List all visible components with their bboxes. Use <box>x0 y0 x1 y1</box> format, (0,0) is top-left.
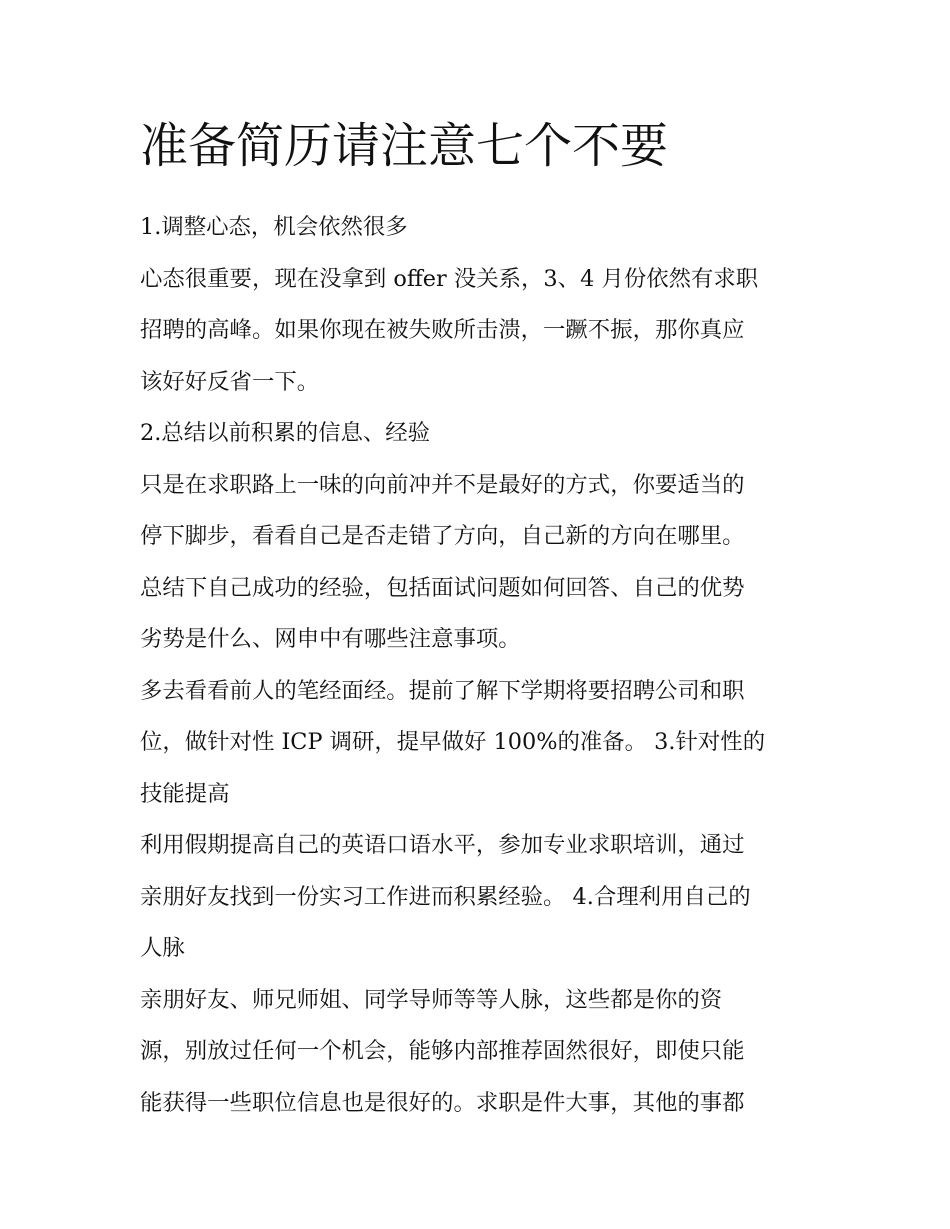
paragraph-line: 该好好反省一下。 <box>140 368 320 395</box>
paragraph-line: 源，别放过任何一个机会，能够内部推荐固然很好，即使只能 <box>140 1038 745 1064</box>
document-title: 准备简历请注意七个不要 <box>140 118 669 174</box>
paragraph-line: 只是在求职路上一味的向前冲并不是最好的方式，你要适当的 <box>140 471 745 498</box>
section-heading-4: 人脉 <box>140 935 185 961</box>
paragraph-line: 心态很重要，现在没拿到 offer 没关系，3、4 月份依然有求职 <box>140 265 759 292</box>
paragraph-line: 停下脚步，看看自己是否走错了方向，自己新的方向在哪里。 <box>140 523 745 549</box>
paragraph-line: 利用假期提高自己的英语口语水平，参加专业求职培训，通过 <box>140 832 745 858</box>
paragraph-line: 招聘的高峰。如果你现在被失败所击溃，一蹶不振，那你真应 <box>140 317 745 343</box>
paragraph-line: 亲朋好友找到一份实习工作进而积累经验。 4.合理利用自己的 <box>140 883 751 910</box>
paragraph-line: 能获得一些职位信息也是很好的。求职是件大事，其他的事都 <box>140 1089 745 1116</box>
document-body <box>140 112 812 1129</box>
section-heading-3: 技能提高 <box>140 780 230 807</box>
paragraph-line: 劣势是什么、网申中有哪些注意事项。 <box>140 626 521 652</box>
paragraph-line: 总结下自己成功的经验，包括面试问题如何回答、自己的优势 <box>140 574 745 601</box>
section-heading-2: 2.总结以前积累的信息、经验 <box>140 420 431 446</box>
section-heading-1: 1.调整心态，机会依然很多 <box>140 214 408 240</box>
paragraph-line: 亲朋好友、师兄师姐、同学导师等等人脉，这些都是你的资 <box>140 986 723 1013</box>
paragraph-line: 多去看看前人的笔经面经。提前了解下学期将要招聘公司和职 <box>140 677 745 704</box>
paragraph-line: 位，做针对性 ICP 调研，提早做好 100%的准备。 3.针对性的 <box>140 729 766 755</box>
